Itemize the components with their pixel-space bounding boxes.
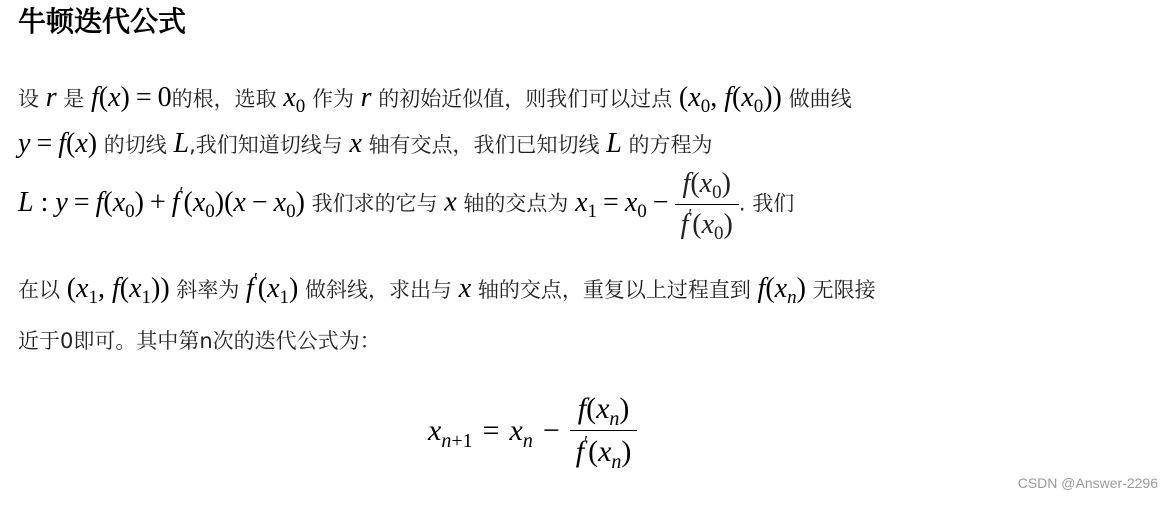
fraction: $\frac{f(x_n)}{f'(x_n)}$ <box>570 392 638 469</box>
math-inline: $x_1 = x_0$ − <box>575 186 669 222</box>
math-inline: $f(x_n)$ <box>757 273 806 308</box>
math-inline: x <box>349 128 362 159</box>
text-segment: 无限接 <box>812 278 876 302</box>
text-segment: 是 <box>63 87 85 111</box>
text-segment: 在以 <box>18 278 60 302</box>
paragraph-line-3 <box>18 168 795 244</box>
math-inline: ($x_1$, $f(x_1)$) <box>66 273 170 308</box>
newton-iteration-formula: $x_{n+1} = x_n$ − $\frac{f(x_n)}{f'(x_n)}$ <box>428 392 637 469</box>
text-segment: 近于0即可。其中第n次的迭代公式为： <box>18 329 381 353</box>
math-inline: ($x_0$, $f(x_0)$) <box>678 82 782 117</box>
text-segment: ,我们知道切线与 <box>189 133 343 157</box>
math-inline: L <box>606 128 622 159</box>
text-segment: 做斜线，求出与 <box>305 278 453 302</box>
text-segment: 轴的交点，重复以上过程直到 <box>477 278 751 302</box>
math-inline: $x_0$ <box>283 82 306 117</box>
text-segment: 轴有交点，我们已知切线 <box>368 133 600 157</box>
math-inline: x <box>458 273 472 304</box>
text-segment: 的根，选取 <box>171 87 277 111</box>
paragraph-line-5 <box>18 325 381 355</box>
math-inline: L : $y = f(x_0) + f'(x_0)(x - x_0)$ <box>18 182 305 222</box>
text-segment: 轴的交点为 <box>463 191 569 216</box>
math-inline: x <box>444 186 457 218</box>
text-segment: 做曲线 <box>788 87 852 111</box>
math-inline: L <box>173 128 190 159</box>
math-inline: y = f(x) <box>18 128 98 159</box>
fraction: $\frac{f(x_0)}{f'(x_0)}$ <box>675 168 739 241</box>
math-inline: r <box>45 82 57 113</box>
text-segment: 作为 <box>311 87 354 111</box>
math-inline: f(x) = 0 <box>90 82 172 113</box>
section-heading: 牛顿迭代公式 <box>18 5 187 38</box>
paragraph-line-1 <box>18 82 852 117</box>
text-segment: 设 <box>18 87 39 111</box>
text-segment: 的方程为 <box>628 133 713 157</box>
math-inline: r <box>360 82 372 113</box>
text-segment: 的切线 <box>103 133 167 157</box>
text-segment: . 我们 <box>738 191 795 216</box>
math-inline: $f'(x_1)$ <box>246 269 299 308</box>
text-segment: 我们求的它与 <box>311 191 438 216</box>
text-segment: 的初始近似值，则我们可以过点 <box>378 87 673 111</box>
paragraph-line-4 <box>18 269 876 308</box>
watermark: CSDN @Answer-2296 <box>1017 475 1158 491</box>
paragraph-line-2 <box>18 128 713 160</box>
text-segment: 斜率为 <box>176 278 240 302</box>
